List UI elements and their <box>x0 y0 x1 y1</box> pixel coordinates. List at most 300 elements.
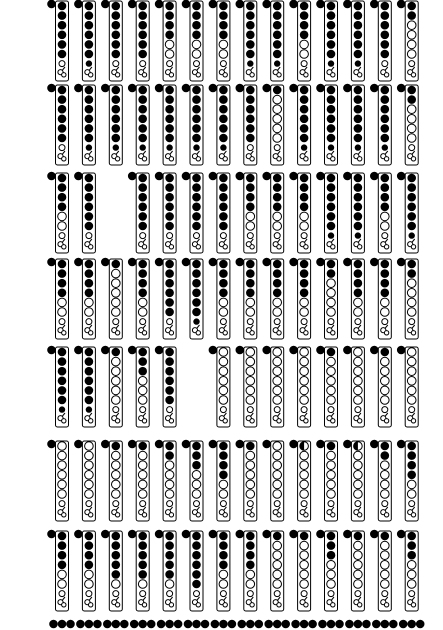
hole-mark <box>273 40 282 49</box>
fingering-column <box>397 172 418 253</box>
thumb-hole-mark <box>397 0 406 8</box>
hole-mark <box>327 222 336 231</box>
hole-mark <box>138 367 147 376</box>
hole-mark <box>327 580 336 589</box>
thumb-hole-mark <box>155 440 164 449</box>
hole-mark <box>138 183 147 192</box>
thumb-hole-mark <box>316 346 325 355</box>
hole-mark <box>85 308 94 317</box>
hole-mark <box>219 269 228 278</box>
fingering-column <box>316 258 337 339</box>
hole-mark <box>335 620 344 629</box>
key-stem <box>305 507 308 510</box>
key-stem <box>278 325 281 328</box>
double-key-mark <box>142 513 146 517</box>
hole-mark <box>327 357 336 366</box>
double-key-mark <box>115 73 119 77</box>
hole-mark <box>138 203 147 212</box>
key-mark <box>355 144 361 150</box>
hole-mark <box>192 174 201 183</box>
key-stem <box>116 67 119 70</box>
hole-mark <box>381 357 390 366</box>
hole-mark <box>300 620 309 629</box>
hole-mark <box>112 480 121 489</box>
hole-mark <box>219 551 228 560</box>
key-mark <box>355 407 361 413</box>
hole-mark <box>273 451 282 460</box>
hole-mark <box>416 620 425 629</box>
fingering-column <box>130 620 156 629</box>
hole-mark <box>246 183 255 192</box>
hole-mark <box>381 396 390 405</box>
fingering-column <box>236 530 257 611</box>
hole-mark <box>192 580 201 589</box>
key-stem <box>332 239 335 242</box>
double-key-mark <box>223 603 227 607</box>
hole-mark <box>192 222 201 231</box>
hole-mark <box>246 461 255 470</box>
hole-mark <box>273 279 282 288</box>
hole-mark <box>246 620 255 629</box>
fingering-column <box>47 440 68 521</box>
hole-mark <box>327 260 336 269</box>
hole-mark <box>273 357 282 366</box>
hole-mark <box>138 490 147 499</box>
hole-mark <box>246 386 255 395</box>
hole-mark <box>246 442 255 451</box>
thumb-hole-mark <box>155 530 164 539</box>
hole-mark <box>219 21 228 30</box>
thumb-hole-mark <box>74 346 83 355</box>
key-mark <box>274 501 280 507</box>
fingering-column <box>182 172 203 253</box>
thumb-hole-mark <box>370 530 379 539</box>
hole-mark <box>273 461 282 470</box>
hole-mark <box>219 298 228 307</box>
thumb-hole-mark <box>209 440 218 449</box>
hole-mark <box>246 124 255 133</box>
key-mark <box>194 233 200 239</box>
hole-mark <box>300 570 309 579</box>
thumb-hole-mark <box>370 258 379 267</box>
key-mark <box>59 233 65 239</box>
fingering-column <box>343 172 364 253</box>
double-key-mark <box>331 603 335 607</box>
hole-mark <box>381 386 390 395</box>
hole-mark <box>300 289 309 298</box>
key-stem <box>224 597 227 600</box>
thumb-hole-mark <box>289 172 298 181</box>
double-key-mark <box>411 73 415 77</box>
fingering-row <box>47 530 418 611</box>
hole-mark <box>58 95 67 104</box>
fingering-column <box>289 530 310 611</box>
thumb-hole-mark <box>397 530 406 539</box>
key-stem <box>224 151 227 154</box>
hole-mark <box>273 124 282 133</box>
hole-mark <box>354 480 363 489</box>
fingering-column <box>182 0 203 81</box>
double-key-mark <box>411 157 415 161</box>
thumb-hole-mark <box>128 440 137 449</box>
hole-mark <box>219 471 228 480</box>
hole-mark <box>407 174 416 183</box>
hole-mark <box>246 289 255 298</box>
hole-mark <box>192 471 201 480</box>
hole-mark <box>85 298 94 307</box>
hole-mark <box>219 115 228 124</box>
hole-mark <box>354 386 363 395</box>
thumb-hole-mark <box>47 0 56 8</box>
hole-mark <box>112 279 121 288</box>
hole-mark <box>138 289 147 298</box>
hole-mark <box>192 561 201 570</box>
hole-mark <box>85 532 94 541</box>
hole-mark <box>246 451 255 460</box>
hole-mark <box>219 124 228 133</box>
double-key-mark <box>358 331 362 335</box>
hole-mark <box>327 40 336 49</box>
hole-mark <box>138 551 147 560</box>
key-mark <box>274 591 280 597</box>
hole-mark <box>354 193 363 202</box>
hole-mark <box>407 124 416 133</box>
hole-mark <box>327 203 336 212</box>
thumb-hole-mark <box>343 84 352 93</box>
hole-mark <box>58 396 67 405</box>
fingering-column <box>262 346 283 427</box>
hole-mark <box>112 367 121 376</box>
key-stem <box>89 67 92 70</box>
key-stem <box>63 413 66 416</box>
hole-mark <box>165 348 174 357</box>
hole-mark <box>219 532 228 541</box>
hole-mark <box>407 471 416 480</box>
key-mark <box>220 61 226 67</box>
key-mark <box>220 407 226 413</box>
hole-mark <box>138 348 147 357</box>
key-mark <box>274 145 280 151</box>
hole-mark <box>165 279 174 288</box>
hole-mark <box>85 174 94 183</box>
thumb-hole-mark <box>262 172 271 181</box>
hole-mark <box>246 551 255 560</box>
hole-mark <box>165 442 174 451</box>
hole-mark <box>246 269 255 278</box>
double-key-mark <box>115 157 119 161</box>
thumb-hole-mark <box>101 84 110 93</box>
key-mark <box>140 61 146 67</box>
key-stem <box>143 151 146 154</box>
key-stem <box>385 67 388 70</box>
key-stem <box>385 507 388 510</box>
hole-mark <box>354 367 363 376</box>
hole-mark <box>112 31 121 40</box>
double-key-mark <box>142 245 146 249</box>
key-stem <box>116 507 119 510</box>
thumb-hole-mark <box>184 620 193 629</box>
hole-mark <box>381 442 390 451</box>
thumb-hole-mark <box>289 0 298 8</box>
hole-mark <box>58 212 67 221</box>
thumb-hole-mark <box>47 530 56 539</box>
hole-mark <box>112 357 121 366</box>
double-key-mark <box>142 419 146 423</box>
hole-mark <box>85 367 94 376</box>
hole-mark <box>93 620 102 629</box>
key-stem <box>63 507 66 510</box>
key-mark <box>167 61 173 67</box>
hole-mark <box>300 451 309 460</box>
hole-mark <box>219 357 228 366</box>
double-key-mark <box>196 245 200 249</box>
hole-mark <box>58 31 67 40</box>
hole-mark <box>300 86 309 95</box>
hole-mark <box>112 134 121 143</box>
hole-mark <box>354 212 363 221</box>
key-mark <box>274 319 280 325</box>
key-stem <box>358 239 361 242</box>
hole-mark <box>58 461 67 470</box>
fingering-column <box>370 0 391 81</box>
double-key-mark <box>196 331 200 335</box>
fingering-column <box>101 346 122 427</box>
hole-mark <box>246 193 255 202</box>
hole-mark <box>327 183 336 192</box>
hole-mark <box>381 490 390 499</box>
hole-mark <box>381 40 390 49</box>
key-stem <box>251 239 254 242</box>
hole-mark <box>354 21 363 30</box>
key-mark <box>220 591 226 597</box>
hole-mark <box>354 298 363 307</box>
hole-mark <box>273 203 282 212</box>
hole-mark <box>407 11 416 20</box>
thumb-hole-mark <box>370 440 379 449</box>
hole-mark <box>381 377 390 386</box>
hole-mark <box>58 50 67 59</box>
hole-mark <box>219 570 228 579</box>
key-stem <box>278 597 281 600</box>
double-key-mark <box>331 331 335 335</box>
hole-mark <box>219 451 228 460</box>
double-key-mark <box>223 73 227 77</box>
fingering-column <box>182 530 203 611</box>
hole-mark <box>381 289 390 298</box>
hole-mark <box>58 289 67 298</box>
hole-mark <box>254 620 263 629</box>
hole-mark <box>165 451 174 460</box>
hole-mark <box>407 31 416 40</box>
thumb-hole-mark <box>397 172 406 181</box>
hole-mark <box>192 124 201 133</box>
hole-mark <box>165 620 174 629</box>
hole-mark <box>273 193 282 202</box>
hole-mark <box>407 377 416 386</box>
hole-mark <box>85 396 94 405</box>
double-key-mark <box>89 157 93 161</box>
hole-mark <box>165 541 174 550</box>
hole-mark <box>219 203 228 212</box>
fingering-column <box>101 258 122 339</box>
hole-mark <box>165 212 174 221</box>
hole-mark <box>147 620 156 629</box>
hole-mark <box>246 570 255 579</box>
hole-mark <box>407 212 416 221</box>
hole-mark <box>246 357 255 366</box>
hole-mark <box>85 21 94 30</box>
fingering-row <box>47 84 418 165</box>
hole-mark <box>327 442 336 451</box>
key-mark <box>59 406 65 412</box>
double-key-mark <box>358 73 362 77</box>
key-stem <box>412 507 415 510</box>
hole-mark <box>138 396 147 405</box>
thumb-hole-mark <box>157 620 166 629</box>
key-stem <box>170 325 173 328</box>
hole-mark <box>300 308 309 317</box>
hole-mark <box>300 461 309 470</box>
hole-mark <box>327 551 336 560</box>
key-stem <box>170 413 173 416</box>
fingering-column <box>101 0 122 81</box>
double-key-mark <box>277 157 281 161</box>
hole-mark <box>138 471 147 480</box>
hole-mark <box>246 480 255 489</box>
hole-mark <box>381 580 390 589</box>
hole-mark <box>327 105 336 114</box>
hole-mark <box>246 212 255 221</box>
hole-mark <box>165 396 174 405</box>
key-mark <box>167 319 173 325</box>
thumb-hole-mark <box>397 440 406 449</box>
hole-mark <box>165 289 174 298</box>
thumb-hole-mark <box>128 258 137 267</box>
hole-mark <box>85 551 94 560</box>
hole-mark <box>246 471 255 480</box>
hole-mark <box>165 134 174 143</box>
key-mark <box>220 319 226 325</box>
hole-mark <box>219 396 228 405</box>
hole-mark <box>381 50 390 59</box>
thumb-hole-mark <box>101 530 110 539</box>
hole-mark <box>165 480 174 489</box>
hole-mark <box>407 95 416 104</box>
thumb-hole-mark <box>128 172 137 181</box>
key-mark <box>409 407 415 413</box>
hole-mark <box>219 222 228 231</box>
fingering-column <box>74 84 95 165</box>
thumb-hole-mark <box>262 0 271 8</box>
double-key-mark <box>304 603 308 607</box>
hole-mark <box>381 105 390 114</box>
hole-mark <box>58 124 67 133</box>
hole-mark <box>407 222 416 231</box>
key-stem <box>143 239 146 242</box>
key-mark <box>113 144 119 150</box>
key-stem <box>89 151 92 154</box>
key-stem <box>332 507 335 510</box>
thumb-hole-mark <box>130 620 139 629</box>
double-key-mark <box>169 73 173 77</box>
hole-mark <box>327 174 336 183</box>
fingering-column <box>289 0 310 81</box>
key-stem <box>358 597 361 600</box>
key-mark <box>247 233 253 239</box>
hole-mark <box>192 298 201 307</box>
key-stem <box>305 413 308 416</box>
hole-mark <box>327 348 336 357</box>
key-stem <box>332 597 335 600</box>
thumb-hole-mark <box>236 530 245 539</box>
hole-mark <box>112 40 121 49</box>
fingering-column <box>209 0 230 81</box>
hole-mark <box>58 193 67 202</box>
hole-mark <box>112 86 121 95</box>
hole-mark <box>300 580 309 589</box>
double-key-mark <box>169 513 173 517</box>
hole-mark <box>165 367 174 376</box>
fingering-column <box>155 0 176 81</box>
hole-mark <box>138 279 147 288</box>
key-mark <box>409 319 415 325</box>
hole-mark <box>192 21 201 30</box>
hole-mark <box>58 203 67 212</box>
key-mark <box>140 591 146 597</box>
key-mark <box>113 407 119 413</box>
hole-mark <box>58 115 67 124</box>
key-stem <box>305 325 308 328</box>
hole-mark <box>112 451 121 460</box>
hole-mark <box>138 11 147 20</box>
key-mark <box>301 319 307 325</box>
hole-mark <box>246 532 255 541</box>
fingering-column <box>49 620 75 629</box>
fingering-column <box>76 620 102 629</box>
thumb-hole-mark <box>155 258 164 267</box>
double-key-mark <box>277 513 281 517</box>
hole-mark <box>273 2 282 11</box>
hole-mark <box>407 532 416 541</box>
fingering-column <box>289 84 310 165</box>
hole-mark <box>407 40 416 49</box>
hole-mark <box>165 86 174 95</box>
fingering-column <box>155 530 176 611</box>
thumb-hole-mark <box>343 346 352 355</box>
fingering-column <box>128 346 149 427</box>
double-key-mark <box>62 331 66 335</box>
hole-mark <box>246 490 255 499</box>
thumb-hole-mark <box>343 0 352 8</box>
hole-mark <box>273 105 282 114</box>
fingering-column <box>262 84 283 165</box>
hole-mark <box>192 289 201 298</box>
key-stem <box>224 413 227 416</box>
hole-mark <box>219 50 228 59</box>
fingering-column <box>209 258 230 339</box>
hole-mark <box>192 480 201 489</box>
hole-mark <box>407 461 416 470</box>
hole-mark <box>407 396 416 405</box>
key-stem <box>89 413 92 416</box>
hole-mark <box>138 134 147 143</box>
hole-mark <box>354 2 363 11</box>
key-stem <box>358 413 361 416</box>
fingering-column <box>182 258 203 339</box>
key-stem <box>251 325 254 328</box>
hole-mark <box>112 95 121 104</box>
thumb-hole-mark <box>103 620 112 629</box>
